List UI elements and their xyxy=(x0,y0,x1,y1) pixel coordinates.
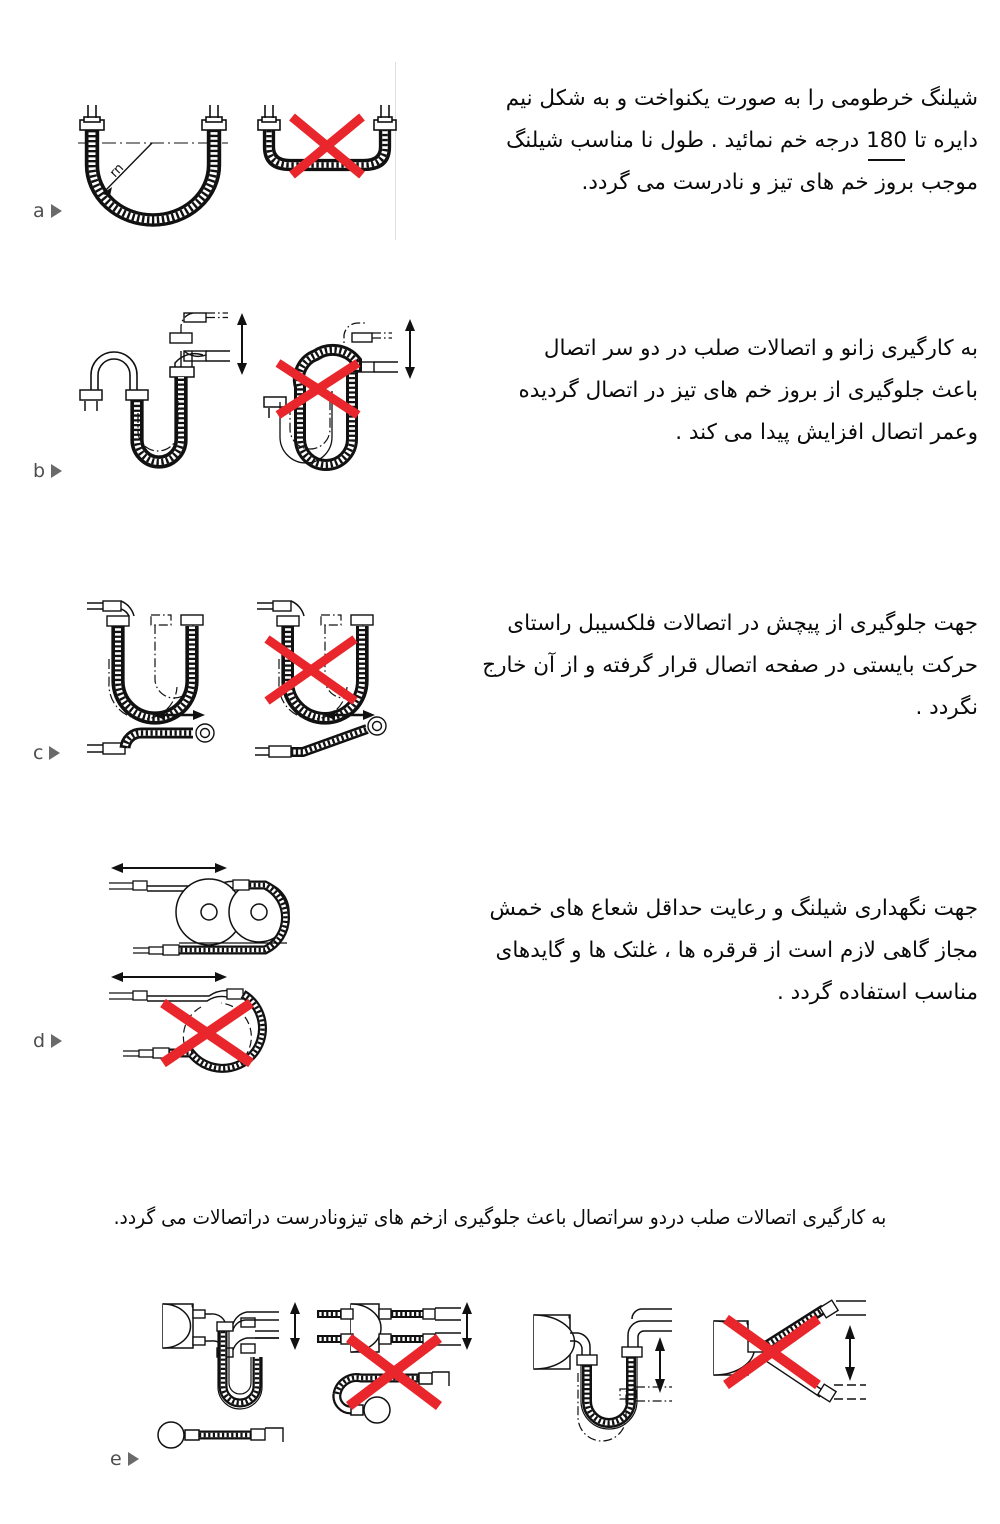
figure-d-correct xyxy=(105,850,355,960)
row-a-line-3: موجب بروز خم های تیز و نادرست می گردد. xyxy=(581,169,978,195)
figure-b-correct xyxy=(70,305,280,485)
row-c-line-2: حرکت بایستی در صفحه اتصال قرار گرفته و از آن خارج xyxy=(482,652,978,678)
row-d-line-1: جهت نگهداری شیلنگ و رعایت حداقل شعاع های خمش xyxy=(489,896,978,921)
row-a-line-2 xyxy=(438,120,978,162)
reject-mark-e1 xyxy=(349,1338,439,1406)
row-a-line-2-after: درجه خم نمائید . طول نا مناسب شیلنگ xyxy=(506,127,867,153)
row-b-text xyxy=(438,328,978,454)
row-d-text xyxy=(438,888,978,1014)
radius-label: rn xyxy=(107,160,128,181)
row-d-line-3: مناسب استفاده گردد . xyxy=(776,979,978,1005)
row-label-a xyxy=(33,200,62,222)
figure-b-incorrect xyxy=(260,305,420,485)
figure-a-incorrect xyxy=(250,95,410,215)
row-marker-e-triangle xyxy=(128,1452,139,1466)
row-marker-b-triangle xyxy=(51,464,62,478)
row-label-e-letter: e xyxy=(110,1448,122,1470)
figure-d-incorrect xyxy=(105,965,355,1080)
row-d-line-2: مجاز گاهی لازم است از قرقره ها ، غلتک ها و گایدهای xyxy=(495,937,978,963)
row-c-line-1: جهت جلوگیری از پیچش در اتصالات فلکسیبل راستای xyxy=(507,611,978,636)
bottom-caption: به کارگیری اتصالات صلب دردو سراتصال باعث جلوگیری ازخم های تیزونادرست دراتصالات می گردد. xyxy=(113,1205,887,1229)
reject-mark-c xyxy=(267,639,355,701)
row-label-d-letter: d xyxy=(33,1030,46,1052)
figure-e-4-incorrect xyxy=(700,1295,870,1475)
row-b-line-2: باعث جلوگیری از بروز خم های تیز در اتصال گردیده xyxy=(518,377,978,403)
row-marker-d-triangle xyxy=(51,1034,62,1048)
figure-a-correct xyxy=(60,95,250,225)
row-a-line-2-before: دایره تا xyxy=(907,127,978,153)
figure-c-correct xyxy=(85,583,275,763)
row-label-e xyxy=(110,1448,139,1470)
row-label-c xyxy=(33,742,60,764)
row-marker-a-triangle xyxy=(51,204,62,218)
figure-e-2-incorrect xyxy=(315,1290,475,1470)
row-c-line-3: نگردد . xyxy=(915,694,978,720)
row-b-line-3: وعمر اتصال افزایش پیدا می کند . xyxy=(675,419,978,445)
row-a-text xyxy=(438,78,978,204)
row-label-c-letter: c xyxy=(33,742,44,764)
row-label-b xyxy=(33,460,62,482)
row-c-text xyxy=(438,603,978,729)
figure-c-incorrect xyxy=(255,583,445,763)
row-b-line-1: به کارگیری زانو و اتصالات صلب در دو سر اتصال xyxy=(543,336,978,361)
reject-mark-d xyxy=(163,1003,251,1063)
row-label-b-letter: b xyxy=(33,460,46,482)
row-label-a-letter: a xyxy=(33,200,45,222)
figure-e-1-correct xyxy=(155,1290,315,1470)
figure-e-3-correct xyxy=(520,1295,690,1475)
row-marker-c-triangle xyxy=(49,746,60,760)
row-a-line-1: شیلنگ خرطومی را به صورت یکنواخت و به شکل نیم‌ xyxy=(505,86,978,111)
row-a-degree-number: 180 xyxy=(866,127,908,153)
row-label-d xyxy=(33,1030,62,1052)
